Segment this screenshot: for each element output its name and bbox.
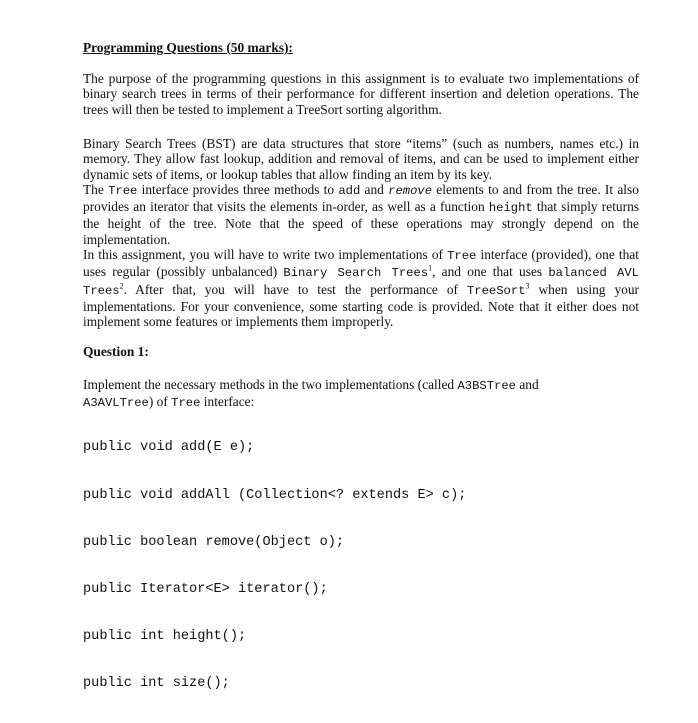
code-a3avltree: A3AVLTree xyxy=(83,396,149,411)
method-add: public void add(E e); xyxy=(83,440,255,456)
bst-text-1: Binary Search Trees (BST) are data structures that store “items” (such as numbers, names etc.) in memory. They allow fast lookup, addition and removal of items, and can be used to implement either dynamic sets of items, or lookup tables that allow finding an item by its key. xyxy=(83,136,639,182)
question-1-paragraph xyxy=(83,377,639,412)
code-balanced-avl-trees: balanced AVL Trees xyxy=(83,266,639,298)
bst-text-4: that simply returns the height of the tree. Note that the speed of these operations may strongly depend on the implementation. xyxy=(83,199,639,247)
bst-text-and: and xyxy=(364,181,384,197)
footnote-ref-2: 2 xyxy=(119,281,124,291)
bst-text-the: The xyxy=(83,181,104,197)
intro-paragraph: The purpose of the programming questions in this assignment is to evaluate two implementations of binary search trees in terms of their performance for different insertion and deletion operations. The trees will then be tested to implement a TreeSort sorting algorithm. xyxy=(83,71,639,117)
bst-text-3: elements to and from the tree. It also provides an iterator that visits the elements in-order, as well as a function xyxy=(83,181,639,215)
footnote-ref-1: 1 xyxy=(428,263,433,273)
code-height: height xyxy=(488,201,533,216)
bst-text-9: when using your implementations. For your convenience, some starting code is provided. Note that it either does not implement some features or implements them improperly. xyxy=(83,281,640,330)
code-treesort: TreeSort xyxy=(466,283,526,298)
method-addall: public void addAll (Collection<? extends E> c); xyxy=(83,487,467,503)
code-tree: Tree xyxy=(108,183,138,198)
method-size: public int size(); xyxy=(83,675,230,691)
bst-paragraph xyxy=(83,136,639,330)
q1-text-1: Implement the necessary methods in the two implementations (called xyxy=(83,377,455,392)
code-remove: remove xyxy=(388,183,433,198)
question-heading: Question 1: xyxy=(83,344,149,359)
bst-text-7: , and one that uses xyxy=(432,264,543,280)
method-remove: public boolean remove(Object o); xyxy=(83,534,345,550)
bst-text-8: . After that, you will have to test the performance of xyxy=(123,281,458,297)
bst-text-2: interface provides three methods to xyxy=(141,181,335,197)
q1-text-3: ) of xyxy=(148,394,168,410)
code-a3bstree: A3BSTree xyxy=(457,379,516,393)
code-binary-search-trees: Binary Search Trees xyxy=(283,266,429,281)
section-heading: Programming Questions (50 marks): xyxy=(83,40,293,55)
code-tree-2: Tree xyxy=(447,249,477,264)
code-add: add xyxy=(338,183,361,198)
method-height: public int height(); xyxy=(83,628,247,644)
method-signatures xyxy=(83,409,466,723)
bst-text-5: In this assignment, you will have to write two implementations of xyxy=(83,247,443,263)
bst-text-6: interface (provided), one that uses regular (possibly unbalanced) xyxy=(83,247,639,280)
method-iterator: public Iterator<E> iterator(); xyxy=(83,581,328,597)
footnote-ref-3: 3 xyxy=(525,281,530,291)
q1-text-2: and xyxy=(519,377,539,392)
code-tree-3: Tree xyxy=(171,396,201,411)
q1-text-4: interface: xyxy=(203,394,255,410)
